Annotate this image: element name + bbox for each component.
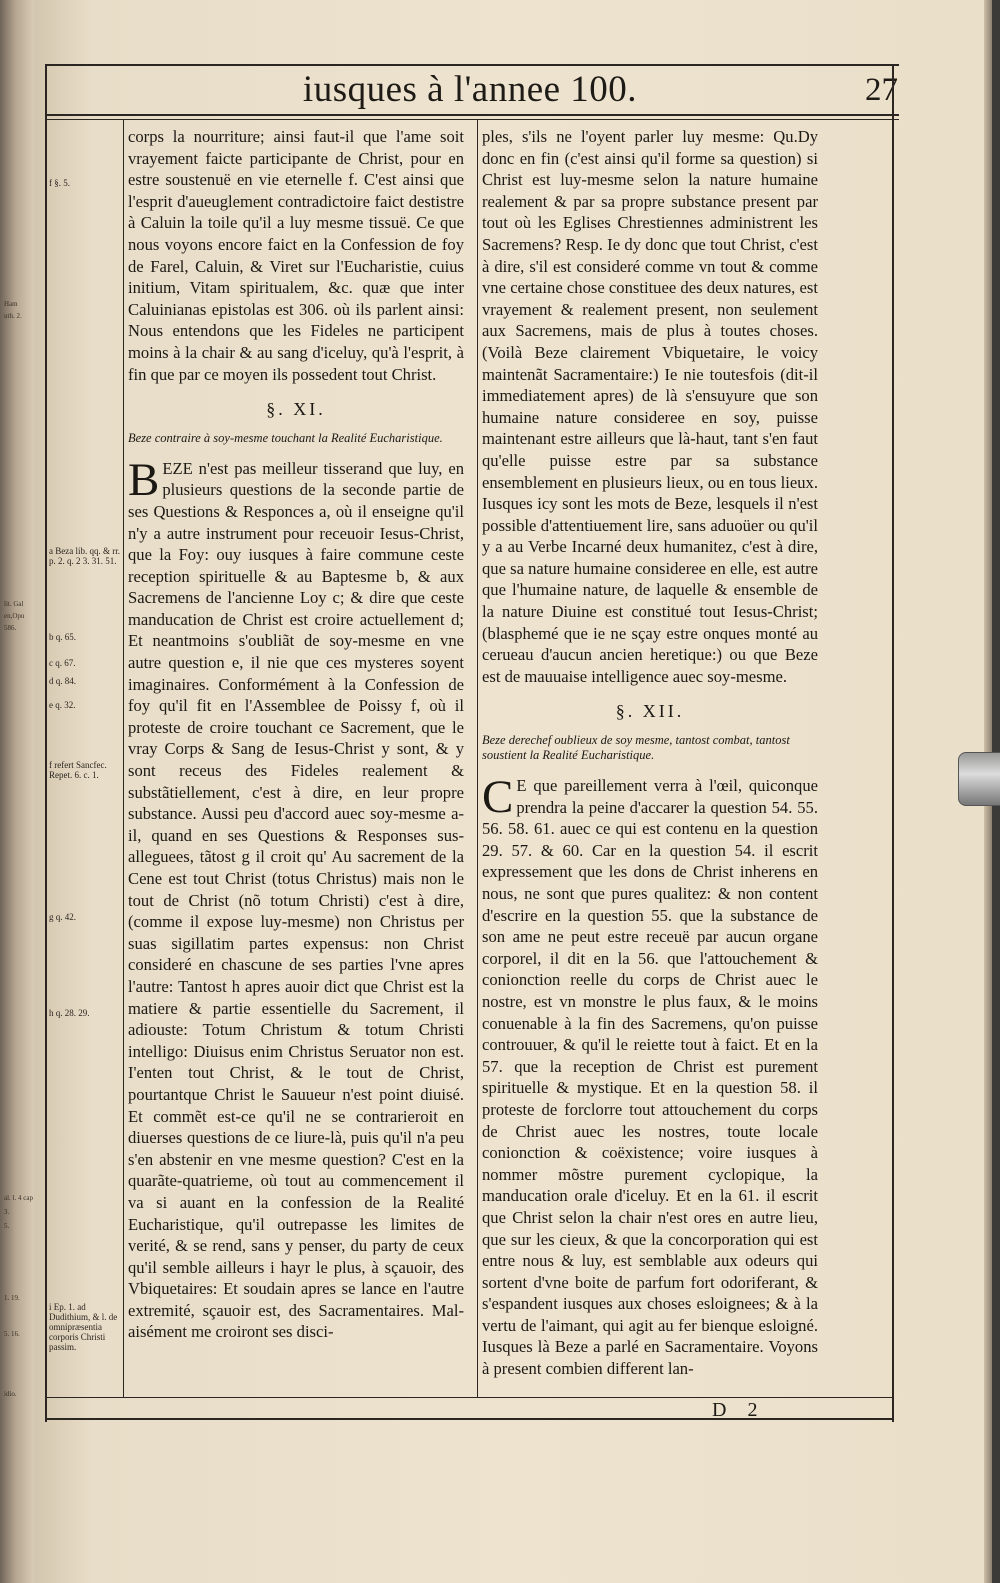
facing-page-edge: [0, 0, 34, 1583]
margin-note: f §. 5.: [49, 178, 70, 188]
paragraph: ples, s'ils ne l'oyent parler luy mesme: Qu.Dy donc en fin (c'est ainsi qu'il forme sa question) si Christ est luy-mesme selon la nature humaine realement & par sa propre substance present par tout où les Eglises Chrestiennes administrent les Sacremens? Resp. Ie dy donc que tout Christ, c'est à dire, s'il est consideré comme vn tout & comme vne certaine chose constituee des deux natures, est vrayement & realement present, non seulement aux Sacremens, mais de plus à toutes choses. (Voilà Beze clairement Vbiquetaire, le voicy maintenãt Sacramentaire:) Ie nie toutesfois (dit-il immediatement apres) de là s'ensuyure que son humaine nature consideree en soy, puisse maintenant estre ailleurs que là-haut, tant s'en faut qu'elle puisse estre par sa substance ensemblement en plusieurs lieux, ou en tous lieux. Iusques icy sont les mots de Beze, lesquels il n'est possible d'attentiuement lire, sans aduoüer ou qu'il y a au Verbe Incarné deux humanitez, c'est à dire, que sa nature humaine consideree en elle, est autre que l'humaine nature, de laquelle & ensemble de la nature Diuine est constitué tout Iesus-Christ; (blasphemé que ie ne sçay estre onques monté au cerueau d'aucun ancien heretique:) ou que Beze est de mauuaise intelligence auec soy-mesme.: [482, 127, 818, 686]
frame-rule: [45, 64, 47, 1422]
text-column-right: [482, 126, 818, 1380]
text-column-left: [128, 126, 464, 1343]
facing-page-fragment: 586.: [4, 624, 17, 632]
facing-page-fragment: 1. 19.: [4, 1294, 20, 1302]
paragraph: EZE n'est pas meilleur tisserand que luy, en plusieurs questions de la seconde partie de ses Questions & Responces a, où il enseigne qu'il n'y a autre instrument pour receuoir Iesus-Christ, que la Foy: ouy iusques à faire commune ceste reception spirituelle & au Baptesme b, & aux Sacremens de l'ancienne Loy c; & dire que ceste manducation de Christ est croire actuellement d; Et neantmoins s'oubliãt de soy-mesme en vne autre question e, il nie que ces mysteres soyent imaginaires. Conformément à la Confession de foy qu'il fit en l'Assemblee de Poissy f, où il proteste de croire touchant ce Sacrement, que le vray Corps & Sang de Iesus-Christ y sont, & y sont receus des Fideles realement & substãtiellement, c'est à dire, en leur propre substance. Aussi peu d'accord auec soy-mesme a-il, quand en ses Questions & Responses sus-alleguees, tãtost g il croit qu' Au sacrement de la Cene est tout Christ (totus Christus) mais non le tout de Christ (nõ totum Christi) c'est à dire, (comme il expose luy-mesme) non Christus per suas sigillatim partes expensus: non Christ consideré en chascune de ses parties l'vne apres l'autre: Tantost h apres auoir dict que Christ est la matiere & partie essentielle du Sacrement, il adiouste: Totum Christum & totum Christi intelligo: Diuisus enim Christus Seruator non est. I'enten tout Christ, & le tout de Christ, pourtantque Christ le Sauueur n'est point diuisé. Et commẽt est-ce qu'il ne se contrarieroit en diuerses questions de ce liure-là, puis qu'il n'a peu s'en abstenir en vne mesme question? C'est en la quarãte-quatrieme, où tout au commencement il va si auant en la confession de la Realité Eucharistique, qu'il outrepasse les limites de verité, & se rend, sans y penser, du party de ceux qu'il semble ailleurs i hayr le plus, à sçauoir, des Vbiquetaires: Et soudain apres se lance en l'autre extremité, sçauoir est, des Sacramentaires. Mal-aisément me croiront ses disci-: [128, 458, 464, 1342]
section-summary: Beze contraire à soy-mesme touchant la Realité Eucharistique.: [128, 430, 443, 445]
facing-page-fragment: 3.: [4, 1208, 10, 1216]
facing-page-fragment: 5. 16.: [4, 1330, 20, 1338]
facing-page-fragment: en,Opu: [4, 612, 25, 620]
margin-note: i Ep. 1. ad Dudithium, & l. de omnipræsentia corporis Christi passim.: [49, 1302, 118, 1352]
facing-page-fragment: lit. Gal: [4, 600, 24, 608]
drop-cap: B: [128, 453, 160, 506]
column-rule: [477, 119, 478, 1397]
metal-clip: [958, 752, 1000, 806]
running-title: iusques à l'annee 100.: [302, 69, 638, 110]
section-heading: §. XII.: [615, 701, 685, 722]
margin-note: e q. 32.: [49, 700, 76, 710]
facing-page-fragment: idio.: [4, 1390, 17, 1398]
facing-page-fragment: al. l. 4 cap: [4, 1194, 33, 1202]
drop-cap: C: [482, 771, 514, 824]
margin-note: a Beza lib. qq. & rr. p. 2. q. 2 3. 31. 51.: [49, 546, 120, 566]
signature-mark: D 2: [712, 1399, 766, 1421]
section-heading: §. XI.: [266, 399, 326, 420]
frame-rule: [892, 64, 894, 1422]
margin-note: d q. 84.: [49, 676, 76, 686]
header-rule: [45, 114, 899, 116]
frame-rule: [45, 1397, 894, 1398]
margin-rule: [123, 119, 124, 1397]
section-summary: Beze derechef oublieux de soy mesme, tantost combat, tantost soustient la Realité Eucharistique.: [482, 733, 790, 763]
margin-note: c q. 67.: [49, 658, 76, 668]
paragraph: corps la nourriture; ainsi faut-il que l'ame soit vrayement faicte participante de Christ, pour en estre soustenuë en vie eternelle f. C'est ainsi que l'esprit d'aueuglement contradictoire faict destistre à Caluin la toile qu'il a luy mesme tissuë. Ce que nous voyons encore faict en la Confession de foy de Farel, Caluin, & Viret sur l'Eucharistie, cuius initium, Vitam spiritualem, &c. quæ que inter Caluinianas epistolas est 306. où ils parlent ainsi: Nous entendons que les Fideles ne participent moins à la chair & au sang d'iceluy, qu'à l'esprit, à fin que par ce moyen ils possedent tout Christ.: [128, 127, 464, 384]
margin-note: g q. 42.: [49, 912, 76, 922]
frame-rule: [45, 1418, 894, 1420]
paragraph: E que pareillement verra à l'œil, quiconque prendra la peine d'accarer la question 54. 55. 56. 58. 61. auec ce qui est contenu en la question 29. 57. & 60. Car en la question 54. il escrit expressement que les dons de Christ inherens en nous, ne sont que pures qualitez: & non content d'escrire en la question 55. que la substance de son ame ne peut estre receuë par aucun organe corporel, il dit en la 56. que l'attouchement & conionction reelle du corps de Christ auec le nostre, est vn monstre le plus faux, & le moins conuenable à la fin des Sacremens, qu'on puisse controuuer, & qu'il le reiette tout à faict. Et en la 57. que la reception de Christ est purement spirituelle & mystique. Et en la question 58. il proteste de forclorre tout attouchement du corps de Christ auec les nostres, toute locale conionction & coëxistence; voire iusques à nommer mõstre purement cyclopique, la manducation orale d'iceluy. Et en la 61. il escrit que Christ selon la chair n'est ores en autre lieu, que sur les cieux, & que la concorporation qui est entre nous & luy, est semblable aux odeurs qui sortent d'vne boite de parfum fort odoriferant, & s'espandent iusques aux choses esloignees; & à la vertu de l'aimant, qui agit au fer bienque esloigné. Iusques là Beze a parlé en Sacramentaire. Voyons à present combien different lan-: [482, 776, 818, 1379]
header-rule: [45, 64, 899, 66]
header-rule: [45, 119, 899, 120]
page-number: 27: [865, 72, 898, 108]
facing-page-fragment: 5.: [4, 1222, 10, 1230]
margin-note: f refert Sancfec. Repet. 6. c. 1.: [49, 760, 107, 780]
facing-page-fragment: uth. 2.: [4, 312, 22, 320]
facing-page-fragment: Ham: [4, 300, 18, 308]
margin-note: h q. 28. 29.: [49, 1008, 90, 1018]
margin-note: b q. 65.: [49, 632, 76, 642]
